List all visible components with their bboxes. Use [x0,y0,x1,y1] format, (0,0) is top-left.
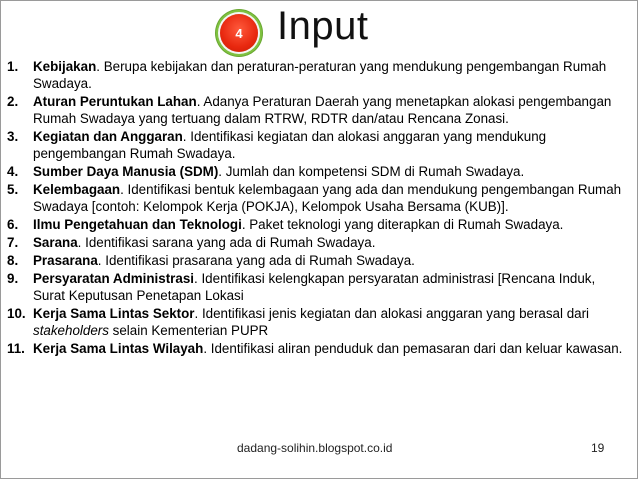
input-list [7,58,629,358]
list-item [7,234,629,251]
item-number: 9. [7,271,19,286]
slide-title: Input [277,4,369,48]
item-term: Ilmu Pengetahuan dan Teknologi [33,217,242,232]
page-number: 19 [591,441,605,455]
item-description: . Identifikasi kegiatan dan alokasi anggaran yang mendukung pengembangan Rumah Swadaya. [33,129,547,161]
item-number: 1. [7,59,19,74]
item-term: Kebijakan [33,59,97,74]
item-description: . Identifikasi prasarana yang ada di Rumah Swadaya. [97,253,415,268]
list-item [7,58,629,92]
footer-source-url: dadang-solihin.blogspot.co.id [237,441,393,455]
item-description-end: selain Kementerian PUPR [108,323,269,338]
item-description: . Identifikasi kelengkapan persyaratan administrasi [Rencana Induk, Surat Keputusan Penetapan Lokasi [33,271,596,303]
item-number: 7. [7,235,19,250]
item-description: . Identifikasi sarana yang ada di Rumah Swadaya. [77,235,376,250]
item-term: Kerja Sama Lintas Sektor [33,306,195,321]
item-term: Aturan Peruntukan Lahan [33,94,197,109]
item-term: Persyaratan Administrasi [33,271,195,286]
list-item [7,340,629,357]
list-item [7,93,629,127]
item-term: Kelembagaan [33,182,121,197]
item-term: Kerja Sama Lintas Wilayah [33,341,204,356]
item-term: Prasarana [33,253,98,268]
item-description: . Identifikasi bentuk kelembagaan yang ada dan mendukung pengembangan Rumah Swadaya [contoh: Kelompok Kerja (POKJA), Kelompok Usaha Bersama (KUB)]. [33,182,622,214]
item-description: . Jumlah dan kompetensi SDM di Rumah Swadaya. [218,164,525,179]
item-number: 8. [7,253,19,268]
item-description: . Berupa kebijakan dan peraturan-peraturan yang mendukung pengembangan Rumah Swadaya. [33,59,607,91]
item-term: Sarana [33,235,78,250]
item-number: 4. [7,164,19,179]
item-number: 5. [7,182,19,197]
item-number: 10. [7,306,26,321]
list-item [7,216,629,233]
item-term: Kegiatan dan Anggaran [33,129,183,144]
list-item [7,270,629,304]
list-item [7,128,629,162]
item-term: Sumber Daya Manusia (SDM) [33,164,219,179]
item-number: 3. [7,129,19,144]
list-item [7,181,629,215]
item-italic-term: stakeholders [33,323,109,338]
item-description: . Identifikasi jenis kegiatan dan alokasi anggaran yang berasal dari [194,306,590,321]
list-item [7,163,629,180]
item-description: . Adanya Peraturan Daerah yang menetapkan alokasi pengembangan Rumah Swadaya yang tertuang dalam RTRW, RDTR dan/atau Rencana Zonasi. [33,94,612,126]
list-item [7,305,629,339]
item-number: 6. [7,217,19,232]
list-item [7,252,629,269]
item-description: . Identifikasi aliran penduduk dan pemasaran dari dan keluar kawasan. [203,341,623,356]
item-number: 2. [7,94,19,109]
item-number: 11. [7,341,25,356]
item-description: . Paket teknologi yang diterapkan di Rumah Swadaya. [241,217,564,232]
step-number-badge: 4 [220,14,258,52]
